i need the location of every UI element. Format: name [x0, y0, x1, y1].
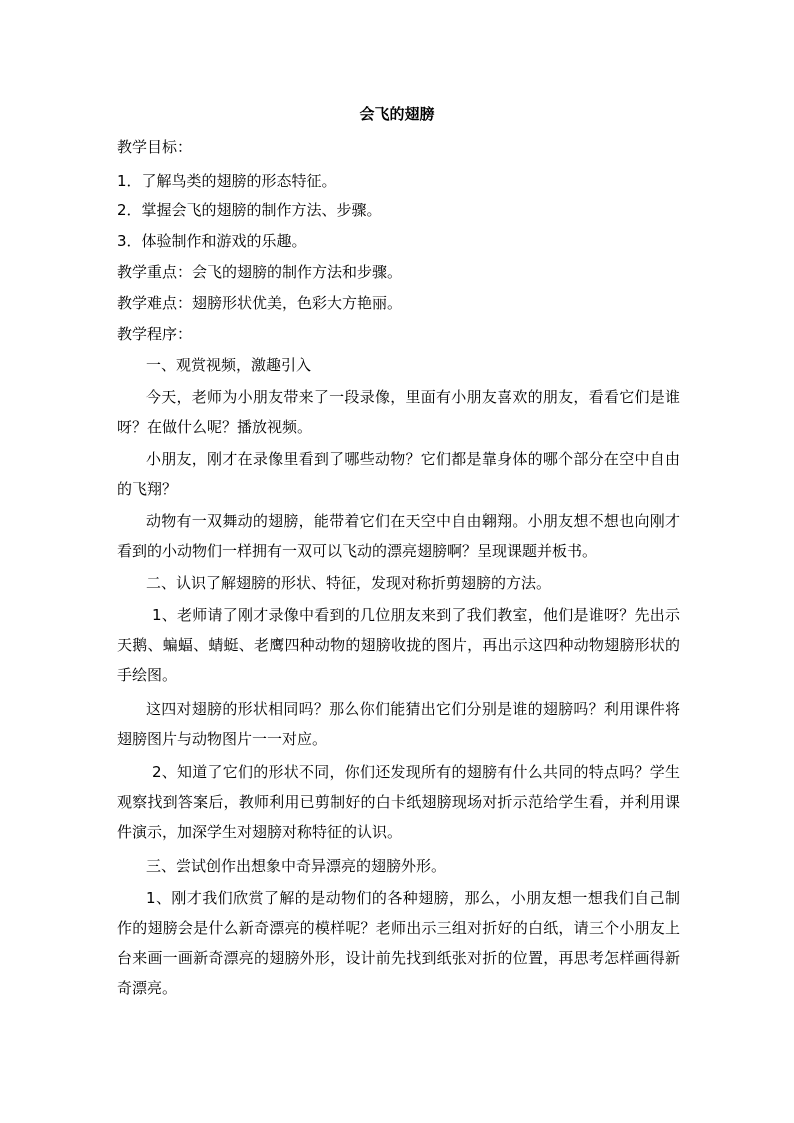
paragraph-wings-topic: 动物有一双舞动的翅膀，能带着它们在天空中自由翱翔。小朋友想不想也向刚才看到的小动物们一样拥有一双可以飞动的漂亮翅膀啊？呈现课题并板书。 [117, 512, 680, 560]
objective-item-2: 2．掌握会飞的翅膀的制作方法、步骤。 [117, 201, 382, 219]
document-title: 会飞的翅膀 [359, 105, 435, 123]
section-heading-2: 二、认识了解翅膀的形状、特征，发现对称折剪翅膀的方法。 [146, 574, 552, 592]
paragraph-question-animals: 小朋友，刚才在录像里看到了哪些动物？它们都是靠身体的哪个部分在空中自由的飞翔？ [117, 450, 680, 498]
teaching-objectives-heading: 教学目标： [117, 138, 193, 156]
teaching-procedure-heading: 教学程序： [117, 325, 193, 343]
paragraph-step-2: 2、知道了它们的形状不同，你们还发现所有的翅膀有什么共同的特点吗？学生观察找到答案后，教师利用已剪制好的白卡纸翅膀现场对折示范给学生看，并利用课件演示，加深学生对翅膀对称特征的认识。 [117, 763, 680, 841]
paragraph-step-3-1: 1、刚才我们欣赏了解的是动物们的各种翅膀，那么，小朋友想一想我们自己制作的翅膀会是什么新奇漂亮的模样呢？老师出示三组对折好的白纸，请三个小朋友上台来画一画新奇漂亮的翅膀外形，设计前先找到纸张对折的位置，再思考怎样画得新奇漂亮。 [117, 889, 680, 997]
objective-item-1: 1．了解鸟类的翅膀的形态特征。 [117, 172, 337, 190]
paragraph-compare-shapes: 这四对翅膀的形状相同吗？那么你们能猜出它们分别是谁的翅膀吗？利用课件将翅膀图片与动物图片一一对应。 [117, 700, 680, 748]
section-heading-1: 一、观赏视频，激趣引入 [146, 356, 312, 374]
paragraph-intro-video: 今天，老师为小朋友带来了一段录像，里面有小朋友喜欢的朋友，看看它们是谁呀？在做什么呢？播放视频。 [117, 388, 680, 436]
objective-item-3: 3．体验制作和游戏的乐趣。 [117, 232, 307, 250]
section-heading-3: 三、尝试创作出想象中奇异漂亮的翅膀外形。 [146, 857, 447, 875]
teaching-key-points: 教学重点：会飞的翅膀的制作方法和步骤。 [117, 263, 403, 281]
paragraph-step-1: 1、老师请了刚才录像中看到的几位朋友来到了我们教室，他们是谁呀？先出示天鹅、蝙蝠、蜻蜓、老鹰四种动物的翅膀收拢的图片，再出示这四种动物翅膀形状的手绘图。 [117, 606, 680, 684]
teaching-difficulties: 教学难点：翅膀形状优美，色彩大方艳丽。 [117, 294, 403, 312]
